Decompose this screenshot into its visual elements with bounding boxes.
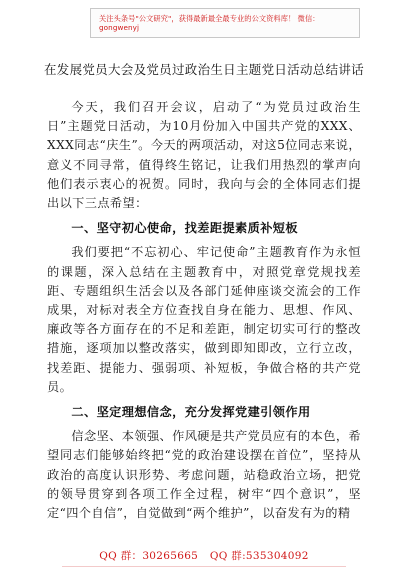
section-1-paragraph: 我们要把“不忘初心、牢记使命”主题教育作为永恒的课题，深入总结在主题教育中，对照党章党规找差距、专题组织生活会以及各部门延伸座谈交流会的工作成果，对标对表全方位查找自身在能力、思想、作风、廉政等各方面存在的不足和差距，制定切实可行的整改措施，逐项加以整改落实，做到即知即改，立行立改，找差距、提能力、强弱项、补短板，争做合格的共产党员。 <box>47 245 361 394</box>
promo-banner <box>90 8 360 38</box>
intro-paragraph: 今天，我们召开会议，启动了“为党员过政治生日”主题党日活动，为10月份加入中国共产党的XXX、XXX同志“庆生”。今天的两项活动，对这5位同志来说，意义不同寻常，值得终生铭记，让我们用热烈的掌声向他们表示衷心的祝贺。同时，我向与会的全体同志们提出以下三点希望： <box>47 100 361 211</box>
document-body <box>47 98 361 523</box>
section-heading-1: 一、坚守初心使命，找差距提素质补短板 <box>71 221 298 236</box>
footer-divider <box>62 566 346 567</box>
qq-group-2: QQ 群:535304092 <box>209 550 309 562</box>
footer-qq-groups <box>0 548 408 568</box>
promo-banner-text: 关注头条号"公文研究"，获得最新最全最专业的公文资料库！ 微信：gongwenyj <box>99 14 320 32</box>
section-2-paragraph: 信念坚、本领强、作风硬是共产党员应有的本色，希望同志们能够始终把“党的政治建设摆在首位”，坚持从政治的高度认识形势、考虑问题，站稳政治立场，把党的领导贯穿到各项工作全过程，树牢“四个意识”，坚定“四个自信”，自觉做到“两个维护”，以奋发有为的精 <box>47 429 361 521</box>
document-title: 在发展党员大会及党员过政治生日主题党日活动总结讲话 <box>43 62 364 77</box>
section-heading-2: 二、坚定理想信念，充分发挥党建引领作用 <box>71 405 311 420</box>
qq-group-1: QQ 群：30265665 <box>99 550 199 562</box>
